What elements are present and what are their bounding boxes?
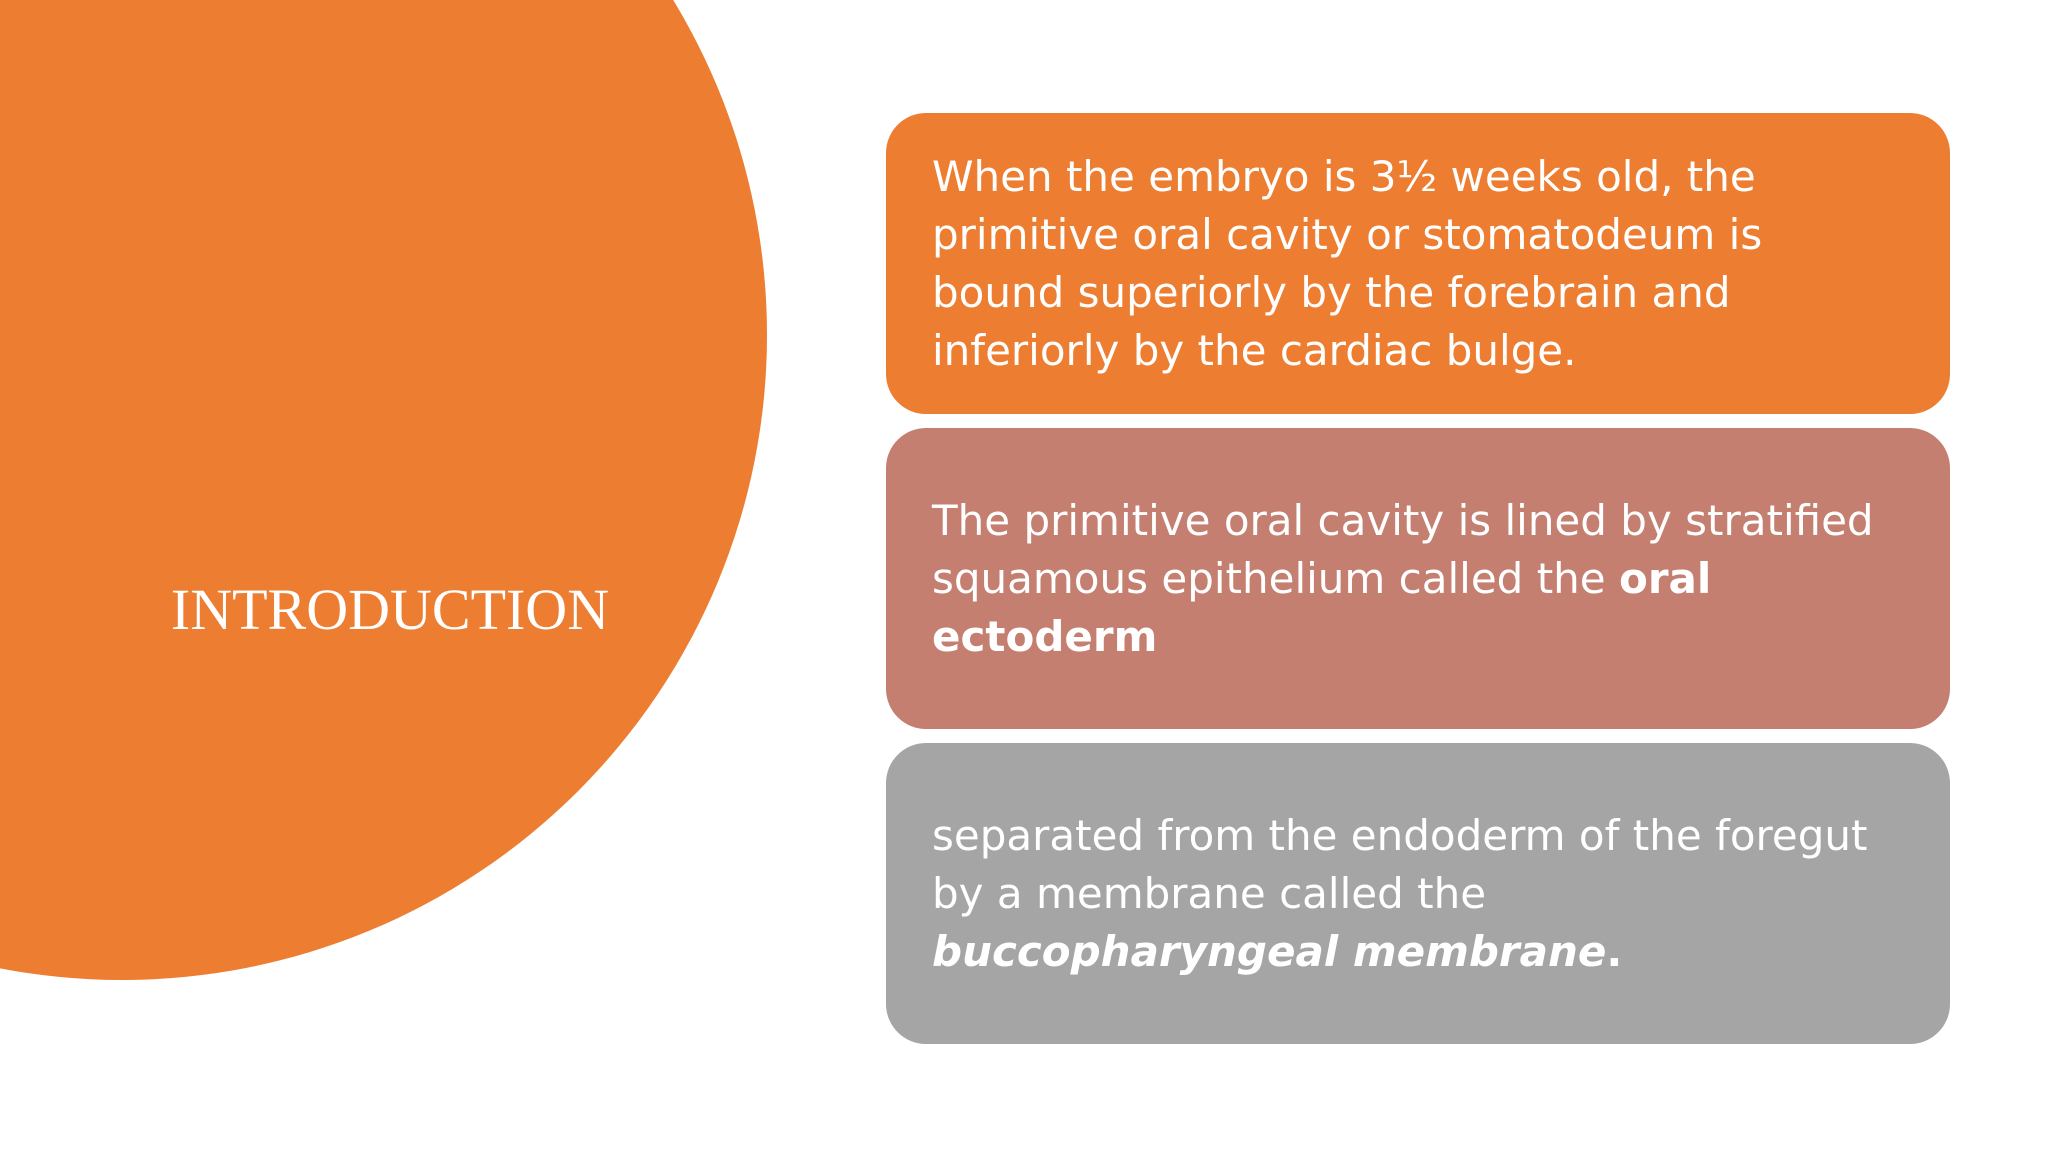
box-3-bold-italic-term: buccopharyngeal membrane [932,926,1607,976]
content-box-3 [886,743,1950,1044]
box-3-end-punctuation: . [1606,926,1623,976]
box-3-text: separated from the endoderm of the foregut by a membrane called the [932,810,1868,918]
box-1-text: When the embryo is 3½ weeks old, the primitive oral cavity or stomatodeum is bound superiorly by the forebrain and inferiorly by the cardiac bulge. [932,151,1763,375]
box-2-paragraph [932,492,1904,666]
box-2-bold-term: oral ectoderm [932,553,1712,661]
content-box-2 [886,428,1950,729]
slide-title: INTRODUCTION [170,577,610,642]
decorative-circle [0,0,767,980]
content-box-1 [886,113,1950,414]
box-3-paragraph [932,807,1904,981]
box-2-text: The primitive oral cavity is lined by stratified squamous epithelium called the [932,495,1874,603]
